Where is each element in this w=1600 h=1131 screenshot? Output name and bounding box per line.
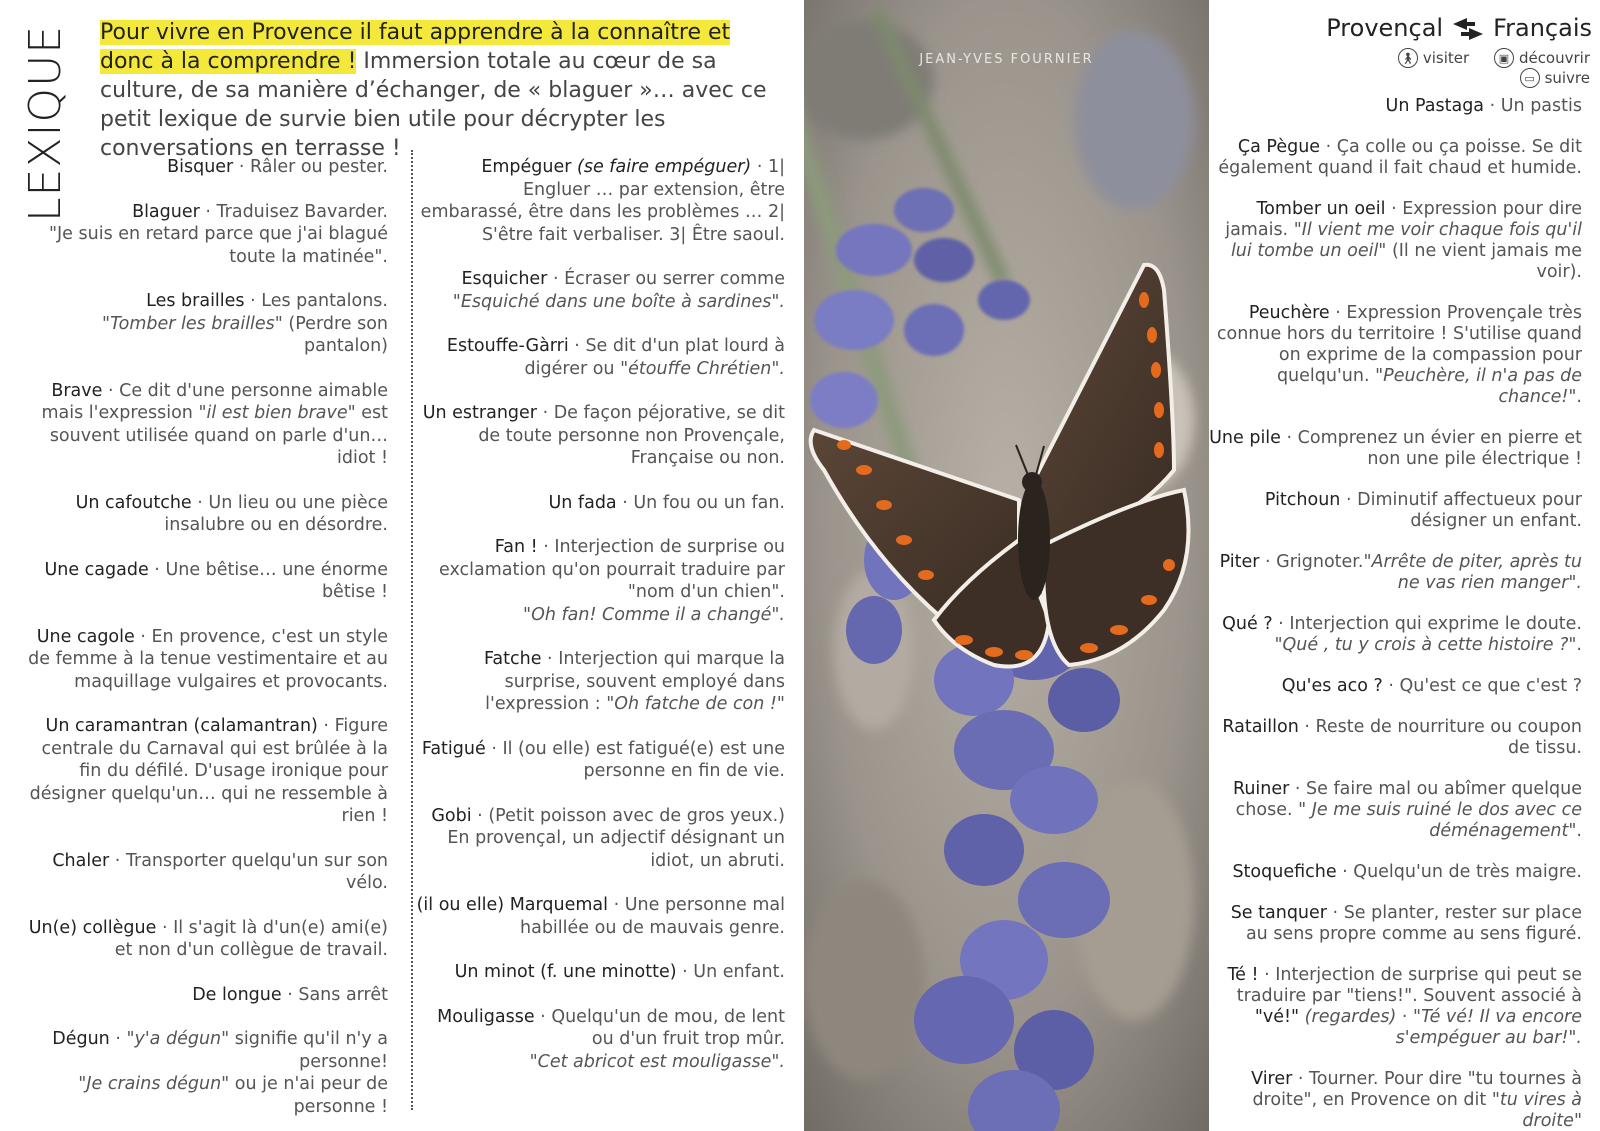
lexicon-column-3 [1208, 96, 1582, 1131]
lexicon-entry [1208, 676, 1582, 697]
entry-separator: · [537, 537, 555, 557]
entry-separator: · [199, 201, 217, 222]
entry-separator: · [1484, 96, 1501, 116]
entry-definition: Figure centrale du Carnaval qui est brûlée à la fin du défilé. D'usage ironique pour désigner quelqu'un… qui ne ressemble à rien ! [29, 716, 388, 826]
lexicon-entry [20, 156, 388, 179]
entry-separator: · [547, 269, 565, 289]
lexicon-entry [416, 536, 785, 626]
lexicon-entry [1208, 717, 1582, 759]
lexicon-entry [1208, 303, 1582, 408]
entry-separator: · [1340, 490, 1358, 510]
entry-term: Un cafoutche [75, 492, 192, 513]
lang-from: Provençal [1326, 14, 1444, 42]
entry-definition: Un fou ou un fan. [633, 492, 785, 513]
lexicon-entry [20, 201, 388, 269]
entry-term: Ça Pègue [1237, 137, 1321, 157]
entry-term: Piter [1219, 552, 1260, 572]
lexicon-entry [416, 156, 785, 246]
lexicon-entry [416, 894, 785, 939]
entry-definition: Il s'agit là d'un(e) ami(e) et non d'un collègue de travail. [114, 917, 388, 960]
lexicon-entry [1208, 428, 1582, 470]
entry-example: "y'a dégun" [126, 1029, 230, 1049]
entry-definition: Se dit d'un plat lourd à digérer ou [524, 336, 785, 379]
lexicon-column-1 [20, 156, 388, 1131]
entry-term: Se tanquer [1230, 903, 1327, 923]
entry-strong: "vé!" [1254, 1007, 1300, 1027]
entry-definition: Il (ou elle) est fatigué(e) est une personne en fin de vie. [502, 738, 785, 781]
entry-term: Fatche [483, 649, 542, 669]
entry-term: Virer [1251, 1069, 1293, 1089]
entry-separator: · [191, 492, 209, 513]
entry-separator: · [1280, 428, 1298, 448]
entry-extra: En provençal, un adjectif désignant un idiot, un abruti. [447, 828, 785, 871]
entry-definition: Quelqu'un de mou, de lent ou d'un fruit trop mûr. [551, 1006, 785, 1049]
intro-text [100, 18, 790, 163]
laptop-icon: ▭ [1520, 68, 1540, 88]
entry-example: (se faire empéguer) [571, 157, 752, 177]
entry-separator: · [1272, 614, 1290, 634]
entry-example: "étouffe Chrétien". [620, 358, 785, 379]
entry-separator: · [1336, 862, 1354, 882]
entry-definition: Interjection de surprise ou exclamation qu'on pourrait traduire par "nom d'un chien". [439, 537, 785, 602]
entry-separator: · [148, 559, 166, 580]
entry-term: Blaguer [132, 201, 200, 222]
entry-term: Fan ! [494, 537, 538, 557]
entry-definition: Comprenez un évier en pierre et non une pile électrique ! [1297, 428, 1582, 469]
entry-separator: · [317, 716, 335, 736]
lexicon-entry [20, 492, 388, 537]
lexicon-entry [416, 961, 785, 984]
entry-separator: · [485, 738, 503, 759]
entry-term: De longue [192, 984, 282, 1005]
entry-example: tu vires à droite [1499, 1090, 1582, 1131]
lexicon-entry [1208, 96, 1582, 117]
entry-term: Tomber un oeil [1256, 199, 1386, 219]
entry-separator: · [471, 805, 489, 826]
lexicon-entry [1208, 490, 1582, 532]
entry-term: Rataillon [1222, 717, 1299, 737]
entry-extra: (Il ne vient jamais me voir). [1386, 241, 1582, 282]
entry-example: Qué , tu y crois à cette histoire ? [1282, 635, 1569, 655]
lang-to: Français [1493, 14, 1592, 42]
entry-separator: · [568, 336, 586, 356]
lexicon-entry [20, 290, 388, 358]
lexicon-entry [20, 917, 388, 962]
lexicon-entry [416, 738, 785, 783]
butterfly-lavender-photo [804, 0, 1209, 1131]
entry-example: "Il vient me voir chaque fois qu'il lui tombe un oeil" [1230, 220, 1582, 261]
entry-term: Un estranger [422, 403, 537, 423]
entry-term: Un(e) collègue [28, 917, 157, 938]
lexicon-entry [416, 648, 785, 716]
nav-decouvrir[interactable]: ▣ découvrir [1494, 48, 1590, 68]
entry-term: Stoquefiche [1232, 862, 1337, 882]
entry-separator: · [1292, 1069, 1310, 1089]
lexicon-entry [20, 380, 388, 470]
lexicon-entry [416, 335, 785, 380]
entry-extra: est souvent utilisée quand on parle d'un… idiot ! [49, 403, 388, 468]
entry-separator: · [1326, 903, 1344, 923]
lexicon-entry [1208, 965, 1582, 1049]
entry-definition: Ce dit d'une personne aimable mais l'expression [41, 380, 388, 423]
language-header [1310, 14, 1592, 42]
entry-extra: (Perdre son pantalon) [282, 313, 388, 356]
section-nav [1300, 48, 1590, 88]
entry-term: Chaler [52, 850, 110, 871]
entry-term: Bisquer [167, 157, 234, 177]
intro-highlight: Pour vivre en Provence il faut apprendre à la connaître et donc à la comprendre ! [100, 20, 731, 74]
entry-definition: Sans arrêt [298, 984, 388, 1005]
entry-term: Une cagole [36, 626, 135, 647]
entry-example: "Esquiché dans une boîte à sardines". [452, 291, 785, 312]
entry-extra: ". [1568, 821, 1582, 841]
entry-definition: Grignoter. [1276, 552, 1364, 572]
entry-definition: Une personne mal habillée ou de mauvais genre. [520, 895, 785, 938]
entry-definition: (Petit poisson avec de gros yeux.) [488, 805, 785, 826]
lexicon-entry [1208, 862, 1582, 883]
entry-definition: Se faire mal ou abîmer quelque chose. " [1235, 779, 1582, 820]
entry-definition: Écraser ou serrer comme [564, 269, 785, 289]
lexicon-entry [416, 492, 785, 515]
entry-definition: Se planter, rester sur place au sens propre comme au sens figuré. [1245, 903, 1582, 944]
entry-term: Un caramantran (calamantran) [45, 716, 318, 736]
column-divider [411, 150, 413, 1110]
entry-separator: · [1258, 965, 1276, 985]
lexicon-entry [20, 559, 388, 604]
entry-definition: Une bêtise… une énorme bêtise ! [165, 559, 388, 602]
entry-separator: · [1259, 552, 1277, 572]
lexicon-entry [416, 1006, 785, 1074]
lexicon-entry [416, 268, 785, 313]
entry-separator: · [541, 649, 559, 669]
author-credit: JEAN-YVES FOURNIER [919, 52, 1094, 67]
entry-separator: · [233, 157, 250, 177]
entry-definition: Interjection qui marque la surprise, souvent employé dans l'expression : [485, 649, 785, 714]
lexicon-column-2 [416, 156, 785, 1095]
entry-term: Estouffe-Gàrri [446, 336, 569, 356]
entry-example: "Tomber les brailles" [102, 313, 283, 334]
entry-term: Un Pastaga [1385, 96, 1485, 116]
entry-definition: Un pastis [1500, 96, 1582, 116]
entry-separator: · [537, 403, 554, 423]
lexicon-entry [416, 402, 785, 470]
entry-example: "Cet abricot est mouligasse". [529, 1051, 785, 1072]
entry-separator: · [109, 1029, 127, 1049]
entry-separator: · [608, 895, 625, 915]
entry-term: Esquicher [461, 269, 548, 289]
entry-definition: Râler ou pester. [249, 157, 388, 177]
bus-icon: ▣ [1494, 48, 1514, 68]
entry-separator: · [1289, 779, 1307, 799]
entry-definition: Un lieu ou une pièce insalubre ou en désordre. [164, 492, 388, 535]
entry-example: "Té vé! Il va encore s'empéguer au bar!". [1395, 1007, 1582, 1048]
butterfly-photo-illustration [804, 0, 1209, 1131]
entry-example: Peuchère, il n'a pas de chance! [1383, 366, 1582, 407]
entry-definition: Qu'est ce que c'est ? [1399, 676, 1582, 696]
entry-separator: · [676, 962, 694, 982]
swap-arrows-icon [1451, 16, 1485, 42]
entry-example: "Je crains dégun" [78, 1074, 230, 1094]
entry-term: Ruiner [1232, 779, 1290, 799]
nav-suivre[interactable]: ▭ suivre [1520, 68, 1590, 88]
lexicon-entry [1208, 779, 1582, 842]
entry-separator: · [616, 492, 634, 513]
entry-definition: Un enfant. [693, 962, 785, 982]
entry-definition: Expression pour dire jamais. [1225, 199, 1582, 240]
entry-separator: · [156, 917, 174, 938]
entry-term: Brave [51, 380, 103, 401]
lexicon-entry [1208, 903, 1582, 945]
lexicon-entry [20, 715, 388, 828]
entry-term: Qué ? [1222, 614, 1273, 634]
entry-term: Fatigué [421, 738, 486, 759]
entry-term: Les brailles [146, 291, 245, 311]
entry-example: "Oh fan! Comme il a changé". [523, 604, 785, 625]
entry-definition: Les pantalons. [261, 291, 388, 311]
lexicon-entry [1208, 614, 1582, 656]
entry-definition: Tourner. Pour dire "tu tournes à droite", en Provence on dit " [1252, 1069, 1582, 1110]
lexicon-entry [20, 626, 388, 694]
entry-example: Je me suis ruiné le dos avec ce déménagement [1311, 800, 1582, 841]
entry-term: Un fada [548, 492, 617, 513]
vertical-title: LEXIQUE [20, 24, 71, 222]
entry-extra: signifie qu'il n'y a personne! [229, 1029, 388, 1072]
entry-separator: · [102, 380, 120, 401]
entry-definition: Expression Provençale très connue hors du territoire ! S'utilise quand on exprime de la compassion pour quelqu'un. " [1216, 303, 1582, 386]
entry-term: Té ! [1227, 965, 1259, 985]
entry-definition: Traduisez Bavarder. [216, 201, 388, 222]
entry-example: "Arrête de piter, après tu ne vas rien manger". [1363, 552, 1582, 593]
entry-definition: Ça colle ou ça poisse. Se dit également quand il fait chaud et humide. [1218, 137, 1582, 178]
entry-term: Pitchoun [1264, 490, 1341, 510]
entry-definition: Transporter quelqu'un sur son vélo. [125, 850, 388, 893]
entry-separator: · [1329, 303, 1347, 323]
nav-visiter[interactable]: 🚶︎ visiter [1398, 48, 1469, 68]
entry-separator: · [1298, 717, 1316, 737]
lexicon-entry [20, 984, 388, 1007]
entry-extra: " [1573, 1111, 1582, 1131]
entry-term: Dégun [52, 1029, 110, 1049]
entry-separator: · [109, 850, 126, 871]
entry-extra: · [1396, 1007, 1414, 1027]
entry-definition: Quelqu'un de très maigre. [1353, 862, 1582, 882]
entry-definition: Interjection qui exprime le doute. " [1274, 614, 1582, 655]
entry-definition: De façon péjorative, se dit de toute personne non Provençale, Française ou non. [478, 403, 785, 468]
entry-definition: Reste de nourriture ou coupon de tissu. [1315, 717, 1582, 758]
entry-separator: · [751, 157, 768, 177]
entry-separator: · [1385, 199, 1403, 219]
entry-definition: En provence, c'est un style de femme à la tenue vestimentaire et au maquillage vulgaires et provocants. [28, 626, 388, 692]
intro-body: Immersion totale au cœur de sa culture, de sa manière d’échanger, de « blaguer »… avec ce petit lexique de survie bien utile pour décrypter les conversations en terrasse ! [100, 49, 767, 161]
entry-example: (regardes) [1299, 1007, 1397, 1027]
entry-separator: · [1382, 676, 1400, 696]
lexicon-entry [20, 850, 388, 895]
entry-separator: · [281, 984, 299, 1005]
entry-example: "il est bien brave" [198, 403, 356, 423]
entry-separator: · [134, 626, 152, 647]
entry-example: "Oh fatche de con !" [606, 694, 785, 714]
lexicon-entry [1208, 137, 1582, 179]
entry-definition: Interjection de surprise qui peut se traduire par "tiens!". Souvent associé à [1236, 965, 1582, 1006]
entry-separator: · [1320, 137, 1337, 157]
entry-extra: ". [1568, 387, 1582, 407]
entry-extra: ou je n'ai peur de personne ! [229, 1074, 388, 1117]
entry-term: Empéguer [481, 157, 572, 177]
entry-term: Une cagade [44, 559, 149, 580]
entry-term: Gobi [431, 805, 472, 826]
entry-separator: · [244, 291, 262, 311]
lexicon-entry [1208, 552, 1582, 594]
lexicon-entry [416, 805, 785, 873]
entry-term: Une pile [1209, 428, 1281, 448]
entry-extra: ". [1568, 635, 1582, 655]
entry-separator: · [534, 1006, 552, 1027]
entry-term: Un minot (f. une minotte) [454, 962, 677, 982]
lexicon-entry [20, 1028, 388, 1118]
entry-term: Qu'es aco ? [1281, 676, 1383, 696]
entry-term: Mouligasse [437, 1006, 535, 1027]
entry-term: Peuchère [1248, 303, 1330, 323]
entry-term: (il ou elle) Marquemal [416, 895, 609, 915]
lexicon-entry [1208, 199, 1582, 283]
walker-icon: 🚶︎ [1398, 48, 1418, 68]
lexicon-entry [1208, 1069, 1582, 1131]
entry-definition: 1| Engluer … par extension, être embarassé, être dans les problèmes … 2| S'être fait verbaliser. 3| Être saoul. [420, 157, 785, 245]
entry-extra: "Je suis en retard parce que j'ai blagué toute la matinée". [48, 224, 388, 267]
entry-definition: Diminutif affectueux pour désigner un enfant. [1357, 490, 1582, 531]
